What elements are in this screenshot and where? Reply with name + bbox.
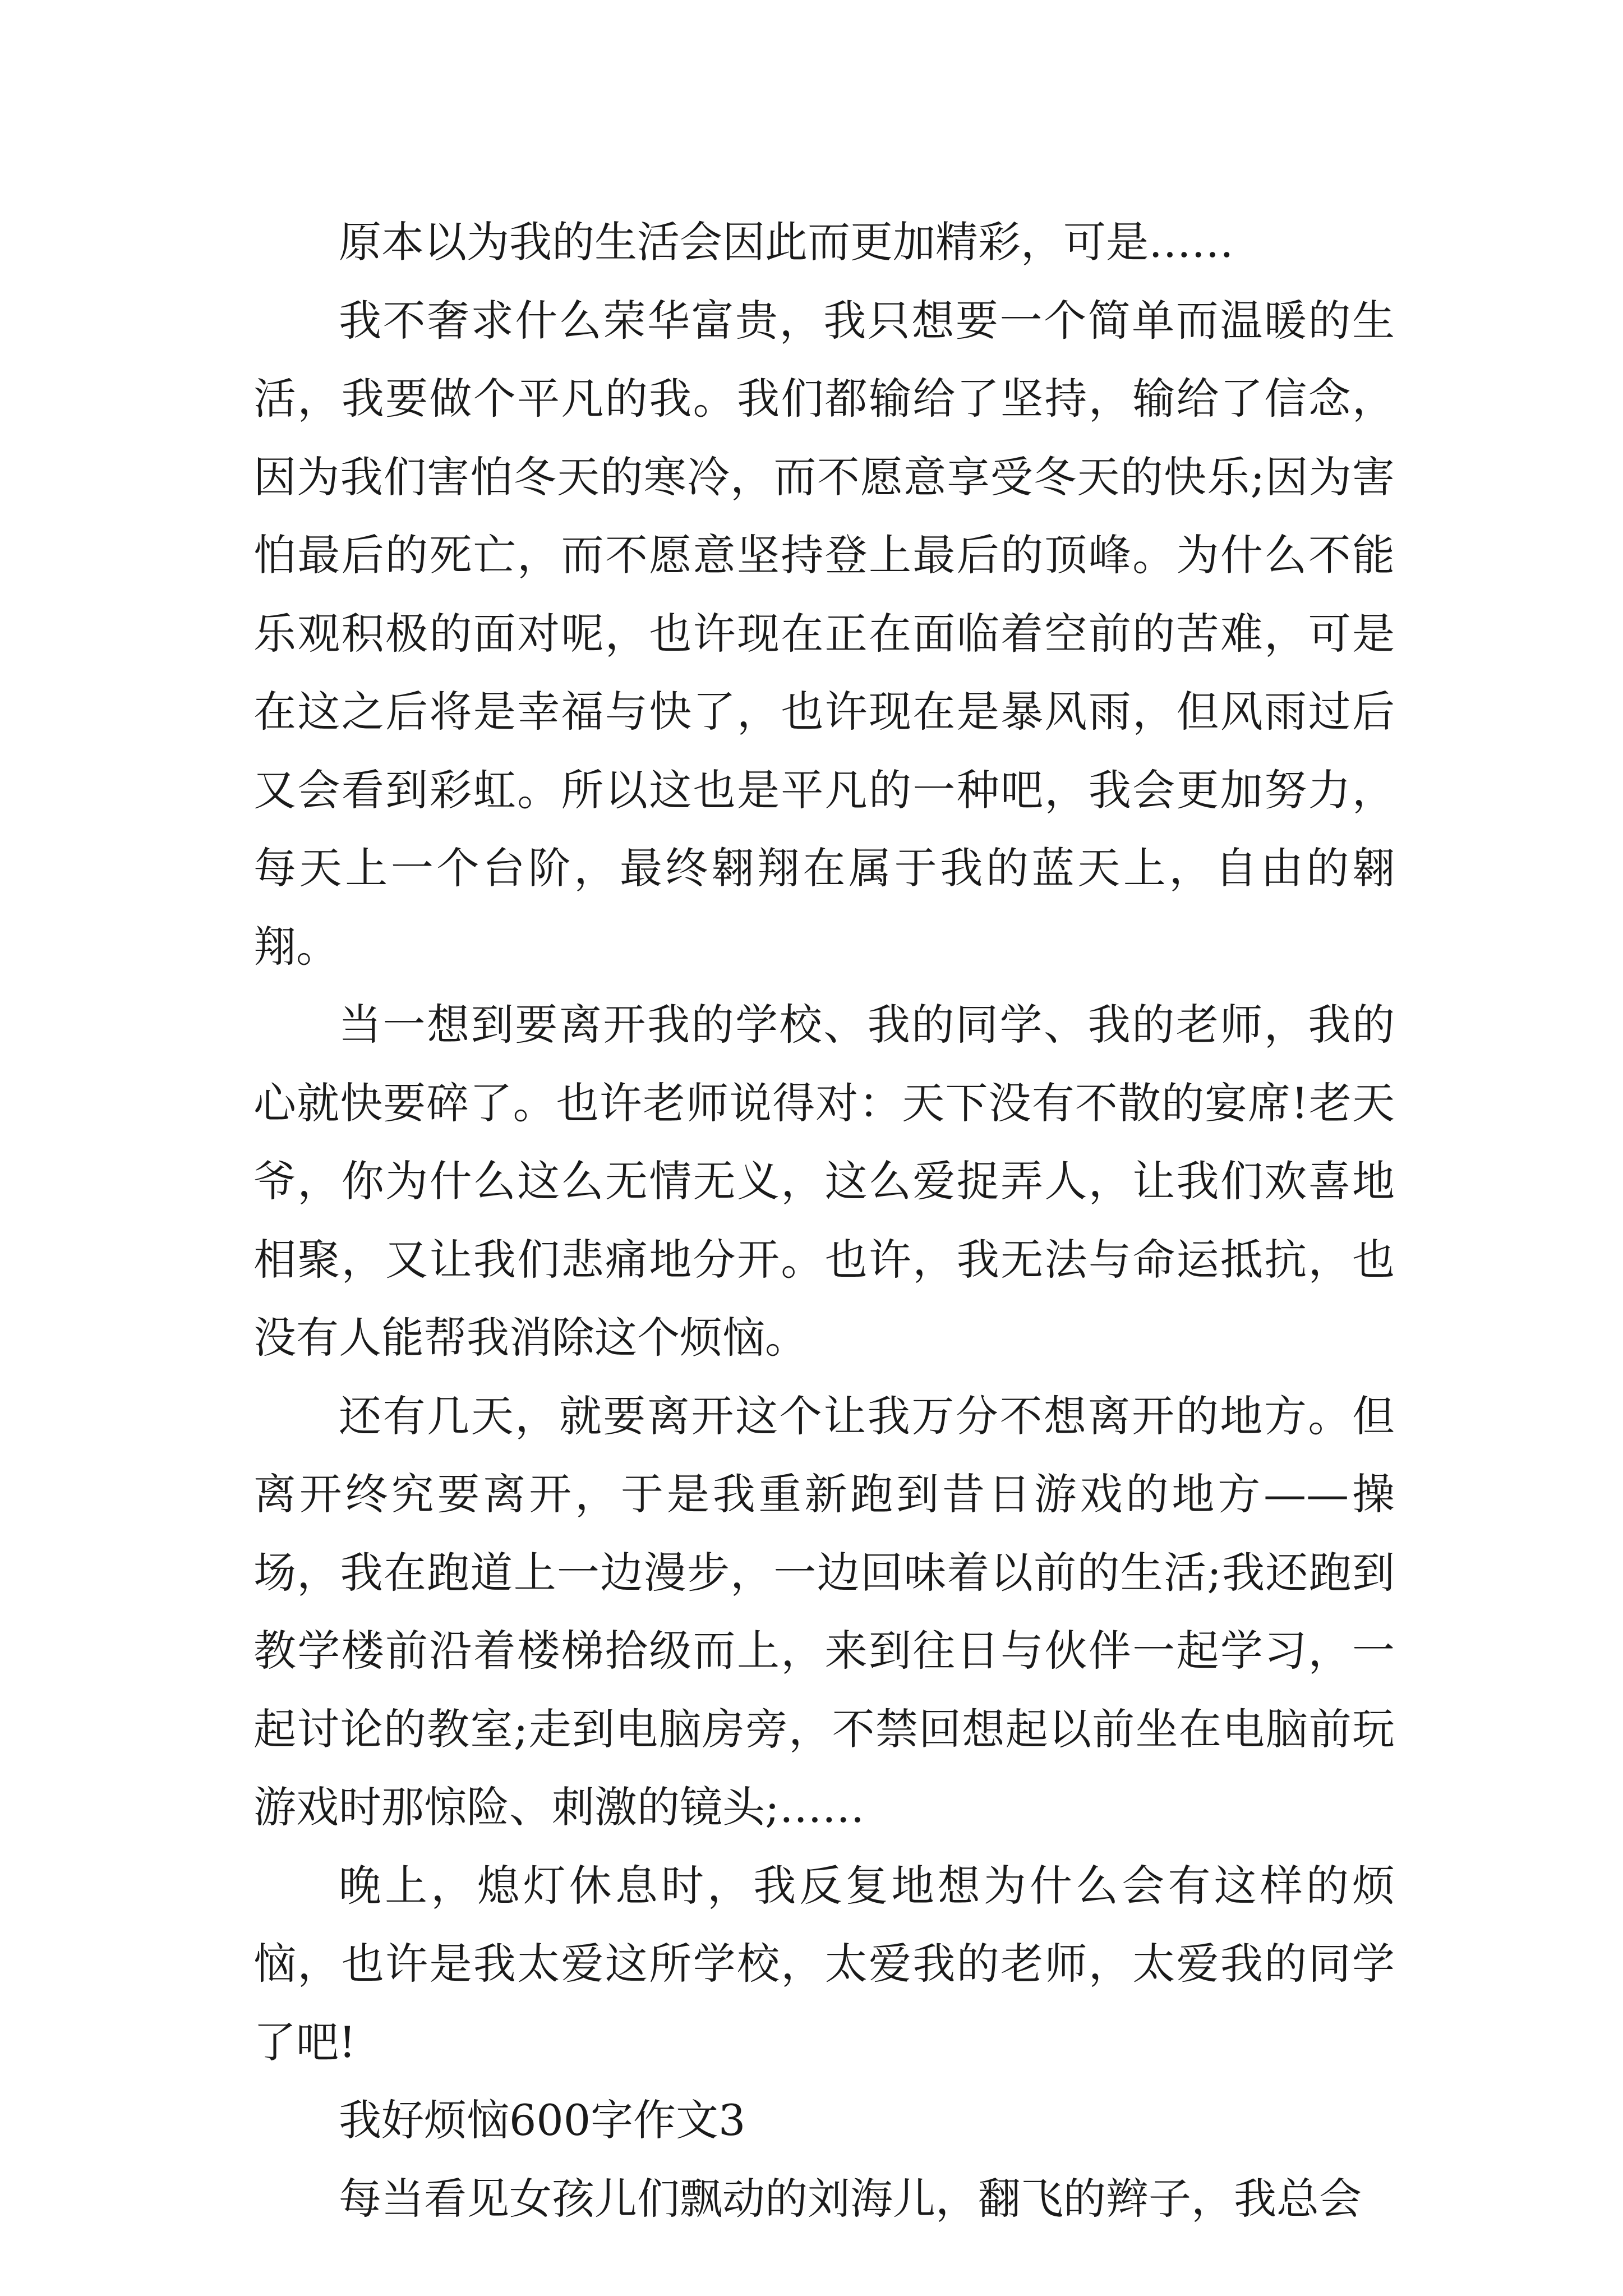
- paragraph-6: 每当看见女孩儿们飘动的刘海儿，翻飞的辫子，我总会: [339, 2173, 1362, 2224]
- paragraph-2: 我不奢求什么荣华富贵，我只想要一个简单而温暖的生活，我要做个平凡的我。我们都输给了坚持，输给了信念，因为我们害怕冬天的寒冷，而不愿意享受冬天的快乐;因为害怕最后的死亡，而不愿意坚持登上最后的顶峰。为什么不能乐观积极的面对呢，也许现在正在面临着空前的苦难，可是在这之后将是幸福与快了，也许现在是暴风雨，但风雨过后又会看到彩虹。所以这也是平凡的一种吧，我会更加努力，每天上一个台阶，最终翱翔在属于我的蓝天上，自由的翱翔。: [253, 295, 1395, 972]
- paragraph-5: 晚上，熄灯休息时，我反复地想为什么会有这样的烦恼，也许是我太爱这所学校，太爱我的老师，太爱我的同学了吧!: [253, 1860, 1395, 2067]
- section-heading: 我好烦恼600字作文3: [339, 2095, 746, 2145]
- paragraph-1: 原本以为我的生活会因此而更加精彩，可是……: [339, 217, 1234, 267]
- document-body: [253, 203, 1395, 2238]
- paragraph-3: 当一想到要离开我的学校、我的同学、我的老师，我的心就快要碎了。也许老师说得对：天下没有不散的宴席!老天爷，你为什么这么无情无义，这么爱捉弄人，让我们欢喜地相聚，又让我们悲痛地分开。也许，我无法与命运抵抗，也没有人能帮我消除这个烦恼。: [253, 1000, 1395, 1363]
- paragraph-4: 还有几天，就要离开这个让我万分不想离开的地方。但离开终究要离开，于是我重新跑到昔日游戏的地方——操场，我在跑道上一边漫步，一边回味着以前的生活;我还跑到教学楼前沿着楼梯拾级而上，来到往日与伙伴一起学习，一起讨论的教室;走到电脑房旁，不禁回想起以前坐在电脑前玩游戏时那惊险、刺激的镜头;……: [253, 1391, 1395, 1832]
